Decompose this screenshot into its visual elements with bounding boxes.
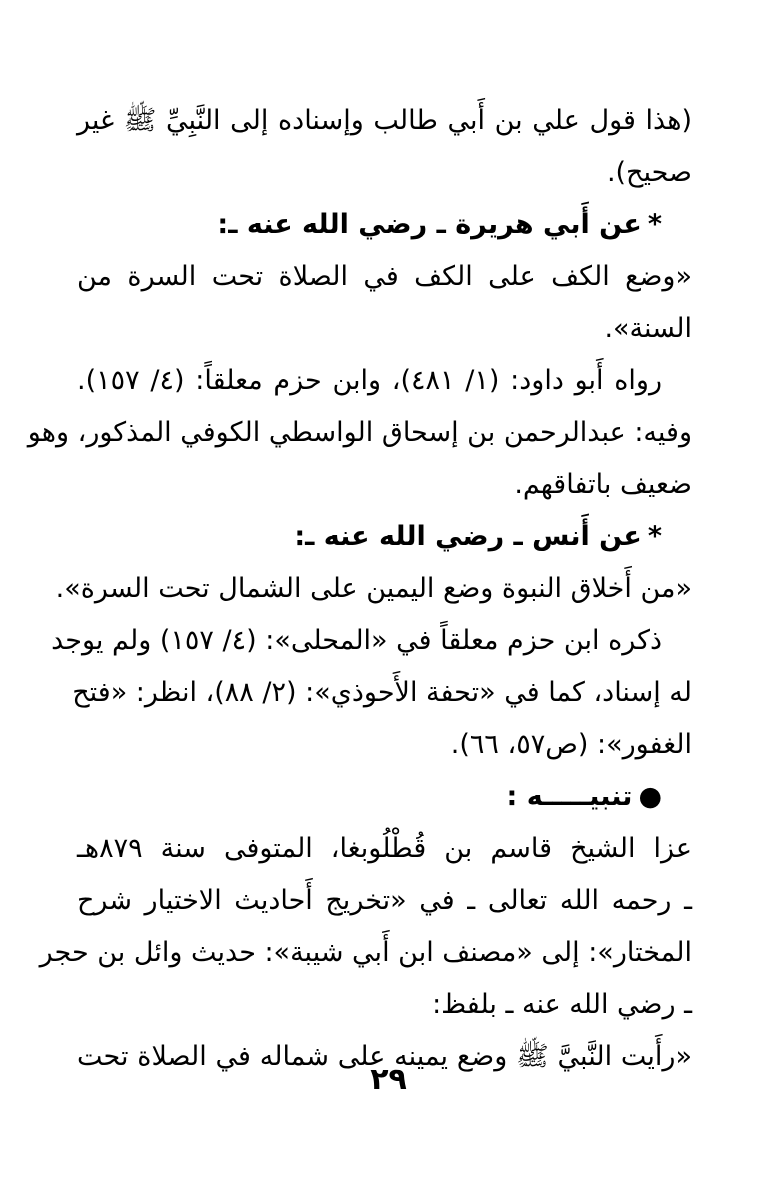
asterisk-marker: *	[647, 521, 662, 552]
text-line: وفيه: عبدالرحمن بن إسحاق الواسطي الكوفي المذكور، وهو	[27, 417, 692, 448]
text-line: (هذا قول علي بن أَبي طالب وإسناده إلى النَّبِيِّ ﷺ غير	[77, 105, 692, 136]
text-line: السنة».	[604, 313, 692, 344]
text-line: «من أَخلاق النبوة وضع اليمين على الشمال تحت السرة».	[55, 573, 692, 604]
text-line: الغفور»: (ص٥٧، ٦٦).	[450, 729, 692, 760]
page-number: ٢٩	[370, 1062, 407, 1097]
text-line: «وضع الكف على الكف في الصلاة تحت السرة من	[77, 261, 692, 292]
notice-heading: ●تنبيـــــه :	[77, 771, 692, 823]
text-line: المختار»: إلى «مصنف ابن أَبي شيبة»: حديث وائل بن حجر	[39, 937, 692, 968]
hadith-heading: *عن أَنس ـ رضي الله عنه ـ:	[77, 511, 692, 563]
text-line: رواه أَبو داود: (١/ ٤٨١)، وابن حزم معلقاً: (٤/ ١٥٧).	[77, 365, 663, 396]
bullet-icon: ●	[638, 781, 662, 812]
text-line: له إسناد، كما في «تحفة الأَحوذي»: (٢/ ٨٨)، انظر: «فتح	[72, 677, 692, 708]
text-line: ـ رضي الله عنه ـ بلفظ:	[432, 989, 692, 1020]
text-line: «رأَيت النَّبيَّ ﷺ وضع يمينه على شماله في الصلاة تحت	[77, 1041, 692, 1072]
text-line: عزا الشيخ قاسم بن قُطْلُوبغا، المتوفى سنة ٨٧٩هـ	[77, 833, 692, 864]
text-line: صحيح).	[606, 157, 692, 188]
asterisk-marker: *	[647, 209, 662, 240]
text-line: ضعيف باتفاقهم.	[514, 469, 692, 500]
text-line: ذكره ابن حزم معلقاً في «المحلى»: (٤/ ١٥٧) ولم يوجد	[51, 625, 662, 656]
text-line: ـ رحمه الله تعالى ـ في «تخريج أَحاديث الاختيار شرح	[77, 885, 692, 916]
hadith-heading: *عن أَبي هريرة ـ رضي الله عنه ـ:	[77, 199, 692, 251]
body-text	[27, 95, 692, 1083]
